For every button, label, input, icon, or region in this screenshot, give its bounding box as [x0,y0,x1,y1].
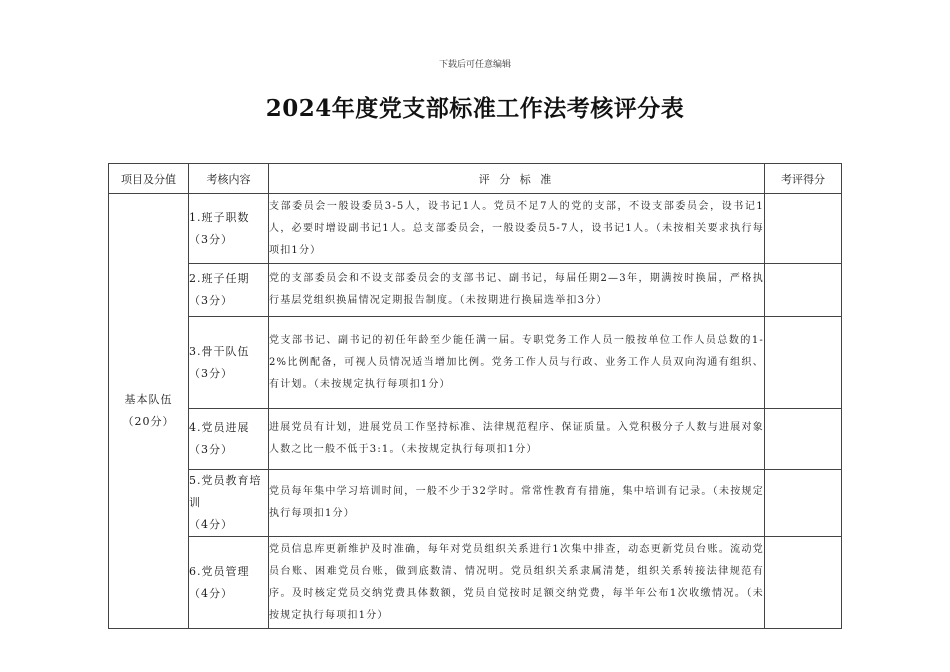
criteria-cell: 进展党员有计划，进展党员工作坚持标准、法律规范程序、保证质量。入党积极分子人数与进展对象人数之比一般不低于3:1。（未按规定执行每项扣1分） [269,409,765,470]
item-points: （3分） [189,294,233,307]
table-row [109,264,842,317]
item-cell [189,409,269,470]
score-cell [765,409,842,470]
item-cell [189,537,269,629]
score-cell [765,317,842,409]
criteria-cell: 支部委员会一般设委员3-5人，设书记1人。党员不足7人的党的支部，不设支部委员会，设书记1人，必要时增设副书记1人。总支部委员会，一般设委员5-7人，设书记1人。（未按相关要求执行每项扣1分） [269,194,765,264]
item-name: 6.党员管理 [189,564,250,578]
item-points: （3分） [189,366,233,380]
header-assessment-content: 考核内容 [189,164,269,194]
header-project-points: 项目及分值 [109,164,189,194]
score-cell [765,264,842,317]
criteria-cell: 党员信息库更新维护及时准确，每年对党员组织关系进行1次集中排查，动态更新党员台账。流动党员台账、困难党员台账，做到底数清、情况明。党员组织关系隶属清楚，组织关系转接法律规范有序。及时核定党员交纳党费具体数额，党员自觉按时足额交纳党费，每半年公布1次收缴情况。（未按规定执行每项扣1分） [269,537,765,629]
table-header-row [109,164,842,194]
item-cell [189,264,269,317]
score-cell [765,470,842,537]
score-cell [765,537,842,629]
header-evaluation-score: 考评得分 [765,164,842,194]
criteria-cell: 党的支部委员会和不设支部委员会的支部书记、副书记，每届任期2—3年，期满按时换届，严格执行基层党组织换届情况定期报告制度。（未按期进行换届选举扣3分） [269,264,765,317]
category-cell [109,194,189,629]
score-table [108,163,842,629]
table-row [109,194,842,264]
score-cell [765,194,842,264]
item-points: （3分） [189,443,233,456]
item-points: （4分） [189,586,233,600]
criteria-cell: 党员每年集中学习培训时间，一般不少于32学时。常常性教育有措施，集中培训有记录。（未按规定执行每项扣1分） [269,470,765,537]
table-row [109,317,842,409]
item-cell [189,470,269,537]
item-name: 3.骨干队伍 [189,344,250,358]
header-note: 下载后可任意编辑 [438,60,511,70]
criteria-cell: 党支部书记、副书记的初任年龄至少能任满一届。专职党务工作人员一般按单位工作人员总数的1-2%比例配备，可视人员情况适当增加比例。党务工作人员与行政、业务工作人员双向沟通有组织、有计划。（未按规定执行每项扣1分） [269,317,765,409]
item-name: 1.班子职数 [189,210,250,224]
table-row [109,537,842,629]
category-points: （20分） [122,415,175,428]
item-points: （4分） [189,518,233,531]
table-row [109,409,842,470]
item-name: 4.党员进展 [189,421,250,434]
item-cell [189,317,269,409]
item-points: （3分） [189,232,233,246]
header-scoring-criteria: 评 分 标 准 [269,164,765,194]
item-name: 2.班子任期 [189,272,250,285]
item-cell [189,194,269,264]
category-name: 基本队伍 [124,393,173,406]
item-name: 5.党员教育培训 [189,474,262,509]
table-row [109,470,842,537]
document-title: 2024年度党支部标准工作法考核评分表 [265,95,685,122]
